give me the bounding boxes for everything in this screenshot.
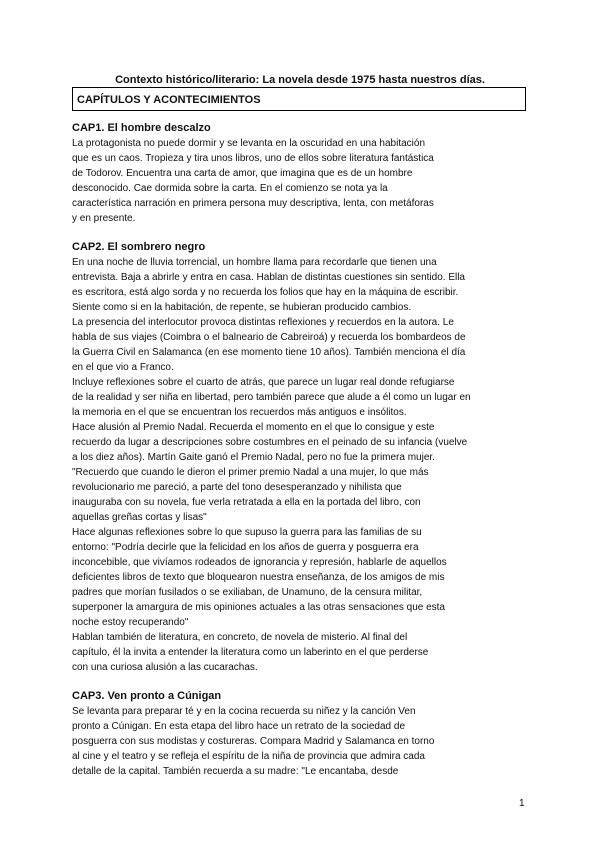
paragraph-line: padres que morían fusilados o se exiliaban, de Unamuno, de la censura militar, <box>72 587 423 598</box>
paragraph-line: con una curiosa alusión a las cucarachas. <box>72 662 258 673</box>
paragraph-line: superponer la amargura de mis opiniones actuales a las otras sensaciones que esta <box>72 602 445 613</box>
paragraph-line: Hace alusión al Premio Nadal. Recuerda el momento en el que lo consigue y este <box>72 422 435 433</box>
paragraph-line: recuerdo da lugar a descripciones sobre costumbres en el peinado de su infancia (vuelve <box>72 437 468 448</box>
paragraph-line: y en presente. <box>72 213 136 224</box>
paragraph-line: pronto a Cúnigan. En esta etapa del libro hace un retrato de la sociedad de <box>72 721 406 732</box>
paragraph-line: inconcebible, que vivíamos rodeados de ignorancia y represión, hablarle de aquellos <box>72 557 447 568</box>
paragraph-line: de la realidad y ser niña en libertad, pero también parece que alude a él como un lugar en <box>72 392 471 403</box>
paragraph-line: detalle de la capital. También recuerda a su madre: "Le encantaba, desde <box>72 766 399 777</box>
paragraph-line: revolucionario me pareció, a parte del tono desesperanzado y nihilista que <box>72 482 402 493</box>
paragraph-line: noche estoy recuperando" <box>72 617 189 628</box>
chapter-block <box>72 689 532 779</box>
chapter-block <box>72 121 532 226</box>
paragraph-line: posguerra con sus modistas y costureras. Compara Madrid y Salamanca en torno <box>72 736 435 747</box>
paragraph-line: La protagonista no puede dormir y se levanta en la oscuridad en una habitación <box>72 138 426 149</box>
section-heading-box <box>72 87 526 111</box>
paragraph-line: característica narración en primera persona muy descriptiva, lenta, con metáforas <box>72 198 434 209</box>
chapter-title: CAP2. El sombrero negro <box>72 241 206 253</box>
paragraph-line: Incluye reflexiones sobre el cuarto de atrás, que parece un lugar real donde refugiarse <box>72 377 455 388</box>
paragraph-line: Hablan también de literatura, en concreto, de novela de misterio. Al final del <box>72 632 408 643</box>
page-number: 1 <box>519 798 525 809</box>
paragraph-line: Se levanta para preparar té y en la cocina recuerda su niñez y la canción Ven <box>72 706 416 717</box>
chapter-title: CAP1. El hombre descalzo <box>72 122 211 134</box>
paragraph-line: "Recuerdo que cuando le dieron el primer premio Nadal a una mujer, lo que más <box>72 467 429 478</box>
paragraph-line: Siente como si en la habitación, de repente, se hubieran producido cambios. <box>72 302 412 313</box>
paragraph-line: deficientes libros de texto que bloquearon nuestra enseñanza, de los amigos de mis <box>72 572 445 583</box>
paragraph-line: habla de sus viajes (Coimbra o el balneario de Cabreiroá) y recuerda los bombardeos de <box>72 332 466 343</box>
document-title: Contexto histórico/literario: La novela desde 1975 hasta nuestros días. <box>115 74 485 86</box>
paragraph-line: entrevista. Baja a abrirle y entra en casa. Hablan de distintas cuestiones sin sentido. Ella <box>72 272 465 283</box>
paragraph-line: en el que vio a Franco. <box>72 362 174 373</box>
paragraph-line: Hace algunas reflexiones sobre lo que supuso la guerra para las familias de su <box>72 527 422 538</box>
paragraph-line: al cine y el teatro y se refleja el espíritu de la niña de provincia que admira cada <box>72 751 425 762</box>
paragraph-line: la Guerra Civil en Salamanca (en ese momento tiene 10 años). También menciona el día <box>72 347 466 358</box>
paragraph-line: es escritora, está algo sorda y no recuerda los folios que hay en la máquina de escribir. <box>72 287 459 298</box>
paragraph-line: desconocido. Cae dormida sobre la carta. En el comienzo se nota ya la <box>72 183 388 194</box>
paragraph-line: La presencia del interlocutor provoca distintas reflexiones y recuerdos en la autora. Le <box>72 317 454 328</box>
paragraph-line: la memoria en el que se encuentran los recuerdos más antiguos e insólitos. <box>72 407 407 418</box>
paragraph-line: de Todorov. Encuentra una carta de amor, que imagina que es de un hombre <box>72 168 413 179</box>
chapter-list <box>72 121 532 793</box>
paragraph-line: entorno: "Podría decirle que la felicidad en los años de guerra y posguerra era <box>72 542 419 553</box>
paragraph-line: aquellas greñas cortas y lisas" <box>72 512 207 523</box>
paragraph-line: capítulo, él la invita a entender la literatura como un laberinto en el que perderse <box>72 647 429 658</box>
paragraph-line: En una noche de lluvia torrencial, un hombre llama para recordarle que tienen una <box>72 257 437 268</box>
section-heading: CAPÍTULOS Y ACONTECIMIENTOS <box>77 94 261 106</box>
paragraph-line: a los diez años). Martín Gaite ganó el Premio Nadal, pero no fue la primera mujer. <box>72 452 435 463</box>
paragraph-line: inauguraba con su novela, fue verla retratada a ella en la portada del libro, con <box>72 497 421 508</box>
chapter-block <box>72 240 532 675</box>
paragraph-line: que es un caos. Tropieza y tira unos libros, uno de ellos sobre literatura fantástica <box>72 153 434 164</box>
chapter-title: CAP3. Ven pronto a Cúnigan <box>72 690 222 702</box>
